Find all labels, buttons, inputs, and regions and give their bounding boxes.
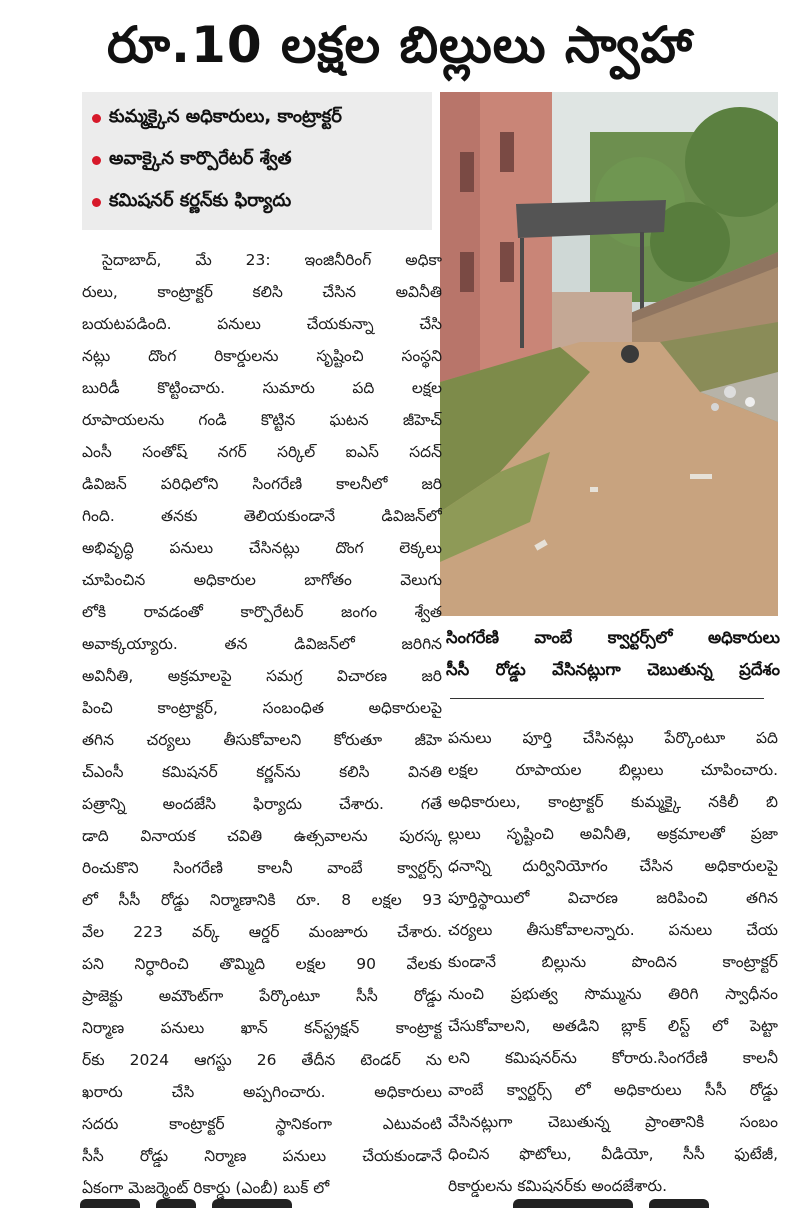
- body-line: పని నిర్ధారించి తొమ్మిది లక్షల 90 వేలకు: [82, 955, 442, 973]
- highlight-item: [92, 182, 291, 222]
- next-article-cropped-heading: [80, 1198, 780, 1208]
- body-line: సీసీ రోడ్డు నిర్మాణ పనులు చేయకుండానే: [82, 1147, 442, 1165]
- highlight-text: కుమ్మక్కైన అధికారులు, కాంట్రాక్టర్: [109, 105, 342, 127]
- highlights-box: [82, 92, 432, 230]
- body-line: రికార్డులను కమిషనర్‌కు అందజేశారు.: [448, 1177, 668, 1195]
- body-line: చర్యలు తీసుకోవాలన్నారు. పనులు చేయ: [448, 921, 778, 939]
- highlight-item: [92, 140, 292, 180]
- body-line: ఖరారు చేసి అప్పగించారు. అధికారులు: [82, 1083, 442, 1101]
- news-photo: [440, 92, 778, 616]
- body-line: అవినీతి, అక్రమాలపై సమగ్ర విచారణ జరి: [82, 667, 442, 685]
- body-line: పించి కాంట్రాక్టర్, సంబంధిత అధికారులపై: [82, 699, 442, 717]
- caption-divider: [450, 698, 764, 699]
- highlight-text: అవాక్కైన కార్పొరేటర్ శ్వేత: [109, 147, 292, 169]
- body-line: వేసినట్లుగా చెబుతున్న ప్రాంతానికి సంబం: [448, 1113, 778, 1131]
- body-line: డివిజన్ పరిధిలోని సింగరేణి కాలనీలో జరి: [82, 475, 442, 493]
- body-line: సదరు కాంట్రాక్టర్ స్థానికంగా ఎటువంటి: [82, 1115, 442, 1133]
- body-line: లని కమిషనర్‌ను కోరారు.సింగరేణి కాలనీ: [448, 1049, 778, 1067]
- photo-caption: [446, 622, 780, 686]
- body-line: పనులు పూర్తి చేసినట్లు పేర్కొంటూ పది: [448, 729, 778, 747]
- body-line: అభివృద్ధి పనులు చేసినట్లు దొంగ లెక్కలు: [82, 539, 442, 557]
- body-line: ధించిన ఫొటోలు, వీడియో, సీసీ ఫుటేజీ,: [448, 1145, 778, 1163]
- body-line: తగిన చర్యలు తీసుకోవాలని కోరుతూ జీహె: [82, 731, 442, 749]
- article-body-left-column: [82, 244, 442, 1204]
- caption-line: సీసీ రోడ్డు వేసినట్లుగా చెబుతున్న ప్రదేశం: [446, 660, 780, 679]
- body-line: అవాక్కయ్యారు. తన డివిజన్‌లో జరిగిన: [82, 635, 442, 653]
- body-line: రులు, కాంట్రాక్టర్ కలిసి చేసిన అవినీతి: [82, 283, 442, 301]
- body-line: సైదాబాద్, మే 23: ఇంజినీరింగ్ అధికా: [102, 251, 442, 269]
- body-line: నిర్మాణ పనులు ఖాన్ కన్‌స్ట్రక్షన్ కాంట్రాక్ట: [82, 1019, 442, 1037]
- alley-photo-illustration: [440, 92, 778, 616]
- body-line: రూపాయలను గండి కొట్టిన ఘటన జీహెచ్: [82, 411, 442, 429]
- body-line: వేల 223 వర్క్ ఆర్డర్ మంజూరు చేశారు.: [82, 923, 442, 941]
- highlight-item: [92, 98, 342, 138]
- body-line: వాంబే క్వార్టర్స్ లో అధికారులు సీసీ రోడ్డు: [448, 1081, 778, 1099]
- article-body-right-column: [448, 722, 778, 1202]
- body-line: నట్లు దొంగ రికార్డులను సృష్టించి సంస్థని: [82, 347, 442, 365]
- body-line: ఏకంగా మెజర్మెంట్ రికార్డు (ఎంబీ) బుక్ లో: [82, 1179, 330, 1197]
- body-line: నుంచి ప్రభుత్వ సొమ్మును తిరిగి స్వాధీనం: [448, 985, 778, 1003]
- highlight-text: కమిషనర్ కర్ణన్‌కు ఫిర్యాదు: [109, 189, 292, 211]
- body-line: ప్రాజెక్టు అమౌంట్‌గా పేర్కొంటూ సీసీ రోడ్డు: [82, 987, 442, 1005]
- body-line: చ్ఎంసీ కమిషనర్ కర్ణన్‌ను కలిసి వినతి: [82, 763, 442, 781]
- caption-line: సింగరేణి వాంబే క్వార్టర్స్‌లో అధికారులు: [446, 628, 780, 647]
- body-line: ల్లులు సృష్టించి అవినీతి, అక్రమాలతో ప్రజా: [448, 825, 778, 843]
- body-line: లక్షల రూపాయల బిల్లులు చూపించారు.: [448, 761, 778, 779]
- body-line: బురిడీ కొట్టించారు. సుమారు పది లక్షల: [82, 379, 442, 397]
- body-line: గింది. తనకు తెలియకుండానే డివిజన్‌లో: [82, 507, 442, 525]
- bullet-dot-icon: [92, 198, 101, 207]
- body-line: డాది వినాయక చవితి ఉత్సవాలను పురస్క: [82, 827, 442, 845]
- body-line: పత్రాన్ని అందజేసి ఫిర్యాదు చేశారు. గతే: [82, 795, 442, 813]
- headline: రూ.10 లక్షల బిల్లులు స్వాహా: [107, 16, 693, 74]
- body-line: చూపించిన అధికారుల బాగోతం వెలుగు: [82, 571, 442, 589]
- body-line: లోకి రావడంతో కార్పొరేటర్ జంగం శ్వేత: [82, 603, 442, 621]
- body-line: ఎంసీ సంతోష్ నగర్ సర్కిల్ ఐఎస్ సదన్: [82, 443, 442, 461]
- body-line: లో సీసీ రోడ్డు నిర్మాణానికి రూ. 8 లక్షల 93: [82, 891, 442, 909]
- bullet-dot-icon: [92, 114, 101, 123]
- body-line: రించుకొని సింగరేణి కాలనీ వాంబే క్వార్టర్స్: [82, 859, 442, 877]
- bullet-dot-icon: [92, 156, 101, 165]
- body-line: అధికారులు, కాంట్రాక్టర్ కుమ్మక్కై నకిలీ బి: [448, 793, 778, 811]
- body-line: కుండానే బిల్లును పొందిన కాంట్రాక్టర్: [448, 953, 778, 971]
- body-line: ధనాన్ని దుర్వినియోగం చేసిన అధికారులపై: [448, 857, 778, 875]
- body-line: ర్‌కు 2024 ఆగస్టు 26 తేదీన టెండర్ ను: [82, 1051, 442, 1069]
- body-line: బయటపడింది. పనులు చేయకున్నా చేసి: [82, 315, 442, 333]
- body-line: చేసుకోవాలని, అతడిని బ్లాక్ లిస్ట్ లో పెట్టా: [448, 1017, 778, 1035]
- body-line: పూర్తిస్థాయిలో విచారణ జరిపించి తగిన: [448, 889, 778, 907]
